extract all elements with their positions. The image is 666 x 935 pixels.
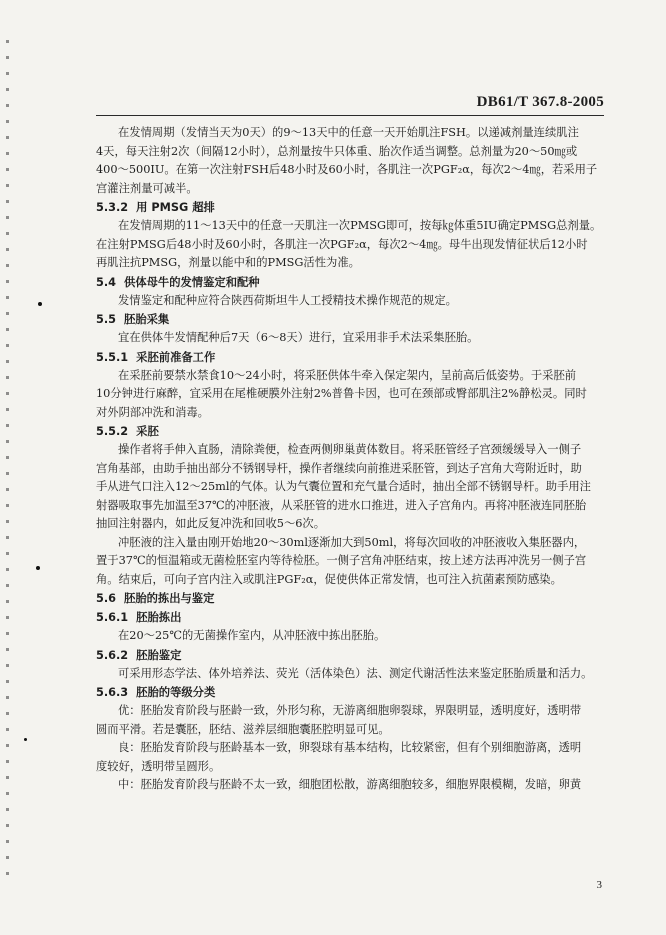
section-title: 供体母牛的发情鉴定和配种 (124, 275, 260, 289)
paragraph-line: 优：胚胎发育阶段与胚龄一致，外形匀称，无游离细胞卵裂球，界限明显，透明度好，透明带 (118, 704, 582, 717)
paragraph-line: 手从进气口注入12～25ml的气体。认为气囊位置和充气量合适时，抽出全部不锈钢导杆。助手用注 (96, 480, 591, 493)
section-number: 5.6 (96, 592, 117, 605)
scan-speck (36, 566, 40, 570)
section-title: 采胚 (136, 425, 159, 438)
section-heading (96, 683, 606, 702)
paragraph-line: 在发情周期（发情当天为0天）的9～13天中的任意一天开始肌注FSH。以递减剂量连续肌注 (118, 126, 579, 139)
section-title: 用 PMSG 超排 (136, 201, 215, 214)
paragraph-line: 在注射PMSG后48小时及60小时，各肌注一次PGF₂α，每次2～4㎎。母牛出现发情征状后12小时 (96, 237, 588, 251)
scan-speck (38, 302, 42, 306)
paragraph-line: 发情鉴定和配种应符合陕西荷斯坦牛人工授精技术操作规范的规定。 (118, 293, 457, 307)
header-rule (96, 115, 604, 116)
paragraph-line: 对外阴部冲洗和消毒。 (96, 405, 209, 419)
section-number: 5.5.2 (96, 425, 129, 438)
paragraph-line: 置于37℃的恒温箱或无菌检胚室内等待检胚。一侧子宫角冲胚结束，按上述方法再冲洗另一侧子宫 (96, 554, 587, 567)
section-title: 胚胎鉴定 (136, 648, 182, 662)
section-number: 5.5.1 (96, 350, 129, 364)
section-title: 胚胎采集 (124, 313, 170, 326)
section-title: 胚胎拣出 (136, 611, 182, 624)
scan-speck (24, 738, 27, 741)
paragraph-line: 宫角基部，由助手抽出部分不锈钢导杆，操作者继续向前推进采胚管，到达子宫角大弯附近时，助 (96, 461, 582, 475)
section-heading (96, 646, 606, 665)
section-number: 5.6.1 (96, 611, 129, 624)
section-heading (96, 589, 606, 608)
paragraph-line: 10分钟进行麻醉，宜采用在尾椎硬膜外注射2%普鲁卡因，也可在颈部或臀部肌注2%静松灵。同时 (96, 387, 587, 400)
paragraph-line: 射器吸取事先加温至37℃的冲胚液，从采胚管的进水口推进，进入子宫角内。再将冲胚液连同胚胎 (96, 498, 587, 512)
paragraph-line: 可采用形态学法、体外培养法、荧光（活体染色）法、测定代谢活性法来鉴定胚胎质量和活力。 (118, 666, 593, 680)
section-title: 采胚前准备工作 (136, 350, 216, 364)
paragraph-line: 抽回注射器内，如此反复冲洗和回收5～6次。 (96, 517, 326, 530)
paragraph-line: 度较好，透明带呈圆形。 (96, 759, 221, 773)
paragraph-line: 400～500IU。在第一次注射FSH后48小时及60小时，各肌注一次PGF₂α，每次2～4㎎，若采用子 (96, 163, 598, 176)
section-heading (96, 608, 606, 627)
paragraph-line: 在发情周期的11～13天中的任意一天肌注一次PMSG即可，按每㎏体重5IU确定PMSG总剂量。 (118, 219, 602, 232)
section-heading (96, 273, 606, 292)
section-title: 胚胎的等级分类 (136, 686, 216, 699)
paragraph-line: 冲胚液的注入量由刚开始地20～30ml逐渐加大到50ml，将每次回收的冲胚液收入集胚器内， (118, 535, 586, 549)
section-number: 5.4 (96, 275, 117, 289)
document-code: DB61/T 367.8-2005 (476, 94, 604, 110)
page-number: 3 (596, 879, 602, 891)
paragraph-line: 在20～25℃的无菌操作室内，从冲胚液中拣出胚胎。 (118, 629, 386, 642)
paragraph-line: 4天，每天注射2次（间隔12小时），总剂量按牛只体重、胎次作适当调整。总剂量为20～50㎎或 (96, 144, 578, 158)
section-number: 5.6.3 (96, 686, 129, 699)
paragraph-line: 宫灌注剂量可减半。 (96, 181, 198, 195)
section-heading (96, 348, 606, 367)
section-heading (96, 198, 606, 217)
section-title: 胚胎的拣出与鉴定 (124, 592, 215, 605)
paragraph-line: 再肌注抗PMSG，剂量以能中和的PMSG活性为准。 (96, 256, 360, 269)
section-number: 5.5 (96, 313, 117, 326)
paragraph-line: 宜在供体牛发情配种后7天（6～8天）进行，宜采用非手术法采集胚胎。 (118, 331, 479, 344)
section-number: 5.3.2 (96, 201, 129, 214)
document-body (96, 124, 606, 795)
section-heading (96, 310, 606, 329)
section-number: 5.6.2 (96, 648, 129, 662)
scan-binding-edge (6, 40, 9, 880)
paragraph-line: 在采胚前要禁水禁食10～24小时，将采胚供体牛牵入保定架内，呈前高后低姿势。于采胚前 (118, 368, 577, 382)
paragraph-line: 操作者将手伸入直肠，清除粪便，检查两侧卵巢黄体数目。将采胚管经子宫颈缓缓导入一侧子 (118, 443, 582, 456)
paragraph-line: 良：胚胎发育阶段与胚龄基本一致，卵裂球有基本结构，比较紧密，但有个别细胞游离，透明 (118, 741, 582, 754)
paragraph-line: 圆而平滑。若是囊胚，胚结、滋养层细胞囊胚腔明显可见。 (96, 722, 390, 736)
section-heading (96, 422, 606, 441)
paragraph-line: 角。结束后，可向子宫内注入或肌注PGF₂α，促使供体正常发情，也可注入抗菌素预防感染。 (96, 572, 562, 586)
paragraph-line: 中：胚胎发育阶段与胚龄不太一致，细胞团松散，游离细胞较多，细胞界限模糊，发暗，卵黄 (118, 778, 582, 791)
